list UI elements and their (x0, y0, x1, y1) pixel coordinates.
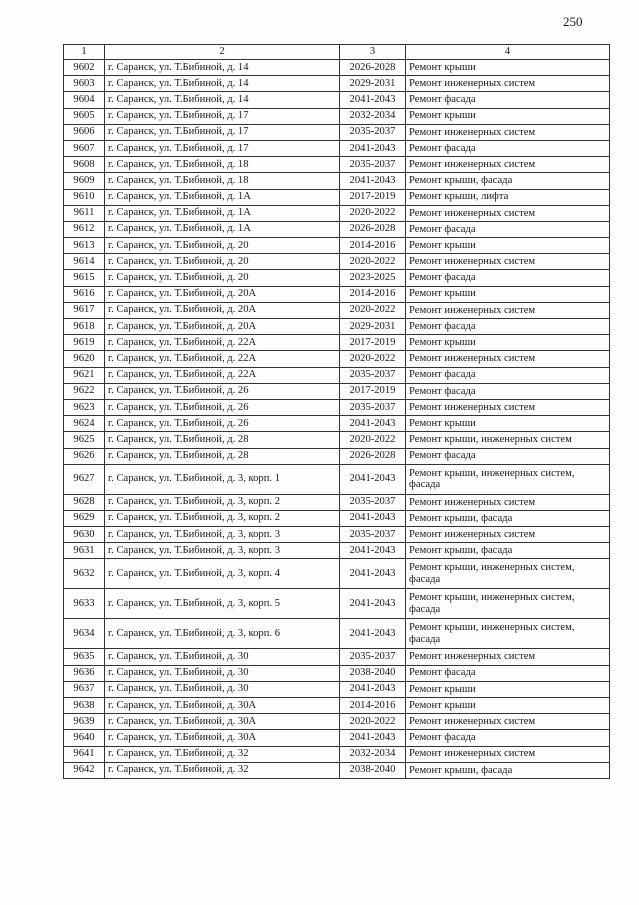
cell-address: г. Саранск, ул. Т.Бибиной, д. 30 (105, 665, 340, 681)
cell-period: 2026-2028 (340, 448, 406, 464)
cell-work: Ремонт инженерных систем (406, 746, 610, 762)
table-row (64, 762, 610, 778)
cell-address: г. Саранск, ул. Т.Бибиной, д. 30А (105, 730, 340, 746)
cell-period: 2041-2043 (340, 589, 406, 619)
cell-number: 9618 (64, 319, 105, 335)
cell-address: г. Саранск, ул. Т.Бибиной, д. 22А (105, 351, 340, 367)
cell-period: 2035-2037 (340, 494, 406, 510)
table-row (64, 681, 610, 697)
cell-address: г. Саранск, ул. Т.Бибиной, д. 18 (105, 173, 340, 189)
table-row (64, 559, 610, 589)
cell-work: Ремонт инженерных систем (406, 254, 610, 270)
cell-period: 2017-2019 (340, 189, 406, 205)
cell-period: 2026-2028 (340, 221, 406, 237)
cell-work: Ремонт инженерных систем (406, 649, 610, 665)
cell-work: Ремонт инженерных систем (406, 527, 610, 543)
cell-number: 9619 (64, 335, 105, 351)
cell-period: 2041-2043 (340, 559, 406, 589)
table-row (64, 335, 610, 351)
cell-work: Ремонт инженерных систем (406, 714, 610, 730)
cell-number: 9640 (64, 730, 105, 746)
cell-address: г. Саранск, ул. Т.Бибиной, д. 3, корп. 3 (105, 527, 340, 543)
cell-number: 9624 (64, 416, 105, 432)
cell-period: 2020-2022 (340, 205, 406, 221)
cell-address: г. Саранск, ул. Т.Бибиной, д. 1А (105, 189, 340, 205)
cell-address: г. Саранск, ул. Т.Бибиной, д. 3, корп. 2 (105, 494, 340, 510)
cell-number: 9607 (64, 140, 105, 156)
cell-address: г. Саранск, ул. Т.Бибиной, д. 20А (105, 286, 340, 302)
cell-work: Ремонт крыши, лифта (406, 189, 610, 205)
cell-number: 9641 (64, 746, 105, 762)
cell-period: 2017-2019 (340, 383, 406, 399)
cell-number: 9615 (64, 270, 105, 286)
cell-period: 2032-2034 (340, 108, 406, 124)
table-row (64, 124, 610, 140)
cell-period: 2029-2031 (340, 76, 406, 92)
cell-number: 9621 (64, 367, 105, 383)
cell-work: Ремонт крыши, инженерных систем, фасада (406, 589, 610, 619)
cell-address: г. Саранск, ул. Т.Бибиной, д. 30А (105, 698, 340, 714)
cell-period: 2035-2037 (340, 367, 406, 383)
cell-work: Ремонт крыши, инженерных систем, фасада (406, 619, 610, 649)
header-col-2: 2 (105, 45, 340, 60)
cell-work: Ремонт инженерных систем (406, 351, 610, 367)
cell-work: Ремонт крыши, фасада (406, 543, 610, 559)
cell-work: Ремонт крыши (406, 238, 610, 254)
table-row (64, 140, 610, 156)
cell-address: г. Саранск, ул. Т.Бибиной, д. 3, корп. 4 (105, 559, 340, 589)
cell-number: 9635 (64, 649, 105, 665)
cell-work: Ремонт крыши (406, 60, 610, 76)
table-row (64, 464, 610, 494)
cell-address: г. Саранск, ул. Т.Бибиной, д. 17 (105, 140, 340, 156)
cell-period: 2041-2043 (340, 619, 406, 649)
cell-number: 9633 (64, 589, 105, 619)
repair-schedule-table (63, 44, 610, 779)
page-number: 250 (563, 14, 583, 29)
cell-work: Ремонт фасада (406, 140, 610, 156)
cell-period: 2017-2019 (340, 335, 406, 351)
cell-number: 9622 (64, 383, 105, 399)
table-row (64, 589, 610, 619)
cell-period: 2041-2043 (340, 510, 406, 526)
cell-work: Ремонт крыши (406, 286, 610, 302)
cell-period: 2014-2016 (340, 698, 406, 714)
cell-number: 9602 (64, 60, 105, 76)
cell-period: 2035-2037 (340, 124, 406, 140)
cell-work: Ремонт инженерных систем (406, 494, 610, 510)
cell-period: 2041-2043 (340, 140, 406, 156)
cell-address: г. Саранск, ул. Т.Бибиной, д. 22А (105, 367, 340, 383)
cell-address: г. Саранск, ул. Т.Бибиной, д. 20 (105, 254, 340, 270)
table-row (64, 254, 610, 270)
cell-work: Ремонт крыши, инженерных систем (406, 432, 610, 448)
cell-period: 2041-2043 (340, 464, 406, 494)
cell-work: Ремонт фасада (406, 367, 610, 383)
table-row (64, 302, 610, 318)
cell-work: Ремонт крыши, инженерных систем, фасада (406, 559, 610, 589)
cell-address: г. Саранск, ул. Т.Бибиной, д. 18 (105, 157, 340, 173)
table-row (64, 286, 610, 302)
table-row (64, 510, 610, 526)
table-row (64, 238, 610, 254)
cell-work: Ремонт инженерных систем (406, 302, 610, 318)
cell-address: г. Саранск, ул. Т.Бибиной, д. 17 (105, 108, 340, 124)
cell-address: г. Саранск, ул. Т.Бибиной, д. 30 (105, 649, 340, 665)
cell-address: г. Саранск, ул. Т.Бибиной, д. 28 (105, 432, 340, 448)
cell-work: Ремонт крыши, фасада (406, 762, 610, 778)
cell-number: 9605 (64, 108, 105, 124)
table-row (64, 698, 610, 714)
table-row (64, 270, 610, 286)
table-row (64, 399, 610, 415)
cell-address: г. Саранск, ул. Т.Бибиной, д. 1А (105, 205, 340, 221)
table-row (64, 205, 610, 221)
cell-period: 2014-2016 (340, 238, 406, 254)
cell-number: 9610 (64, 189, 105, 205)
cell-number: 9603 (64, 76, 105, 92)
table-row (64, 416, 610, 432)
table-row (64, 319, 610, 335)
cell-number: 9617 (64, 302, 105, 318)
table-row (64, 60, 610, 76)
cell-work: Ремонт фасада (406, 665, 610, 681)
cell-period: 2038-2040 (340, 665, 406, 681)
cell-number: 9609 (64, 173, 105, 189)
cell-period: 2020-2022 (340, 254, 406, 270)
cell-address: г. Саранск, ул. Т.Бибиной, д. 1А (105, 221, 340, 237)
cell-address: г. Саранск, ул. Т.Бибиной, д. 30 (105, 681, 340, 697)
cell-address: г. Саранск, ул. Т.Бибиной, д. 32 (105, 762, 340, 778)
cell-number: 9637 (64, 681, 105, 697)
table-row (64, 665, 610, 681)
cell-number: 9606 (64, 124, 105, 140)
cell-number: 9611 (64, 205, 105, 221)
cell-number: 9629 (64, 510, 105, 526)
cell-work: Ремонт фасада (406, 92, 610, 108)
cell-number: 9627 (64, 464, 105, 494)
header-col-1: 1 (64, 45, 105, 60)
cell-period: 2041-2043 (340, 416, 406, 432)
cell-period: 2041-2043 (340, 173, 406, 189)
cell-period: 2041-2043 (340, 730, 406, 746)
table-row (64, 714, 610, 730)
cell-work: Ремонт крыши (406, 335, 610, 351)
cell-number: 9614 (64, 254, 105, 270)
cell-address: г. Саранск, ул. Т.Бибиной, д. 14 (105, 92, 340, 108)
cell-number: 9616 (64, 286, 105, 302)
table-row (64, 189, 610, 205)
cell-period: 2041-2043 (340, 92, 406, 108)
table-row (64, 173, 610, 189)
cell-period: 2041-2043 (340, 681, 406, 697)
cell-period: 2020-2022 (340, 714, 406, 730)
table-row (64, 221, 610, 237)
cell-period: 2020-2022 (340, 432, 406, 448)
cell-address: г. Саранск, ул. Т.Бибиной, д. 20 (105, 238, 340, 254)
cell-number: 9604 (64, 92, 105, 108)
header-col-3: 3 (340, 45, 406, 60)
cell-number: 9625 (64, 432, 105, 448)
cell-address: г. Саранск, ул. Т.Бибиной, д. 17 (105, 124, 340, 140)
cell-work: Ремонт фасада (406, 221, 610, 237)
table-row (64, 383, 610, 399)
table-row (64, 108, 610, 124)
cell-work: Ремонт фасада (406, 319, 610, 335)
cell-number: 9608 (64, 157, 105, 173)
cell-work: Ремонт инженерных систем (406, 76, 610, 92)
table-row (64, 157, 610, 173)
cell-address: г. Саранск, ул. Т.Бибиной, д. 26 (105, 383, 340, 399)
cell-period: 2035-2037 (340, 649, 406, 665)
cell-number: 9632 (64, 559, 105, 589)
cell-address: г. Саранск, ул. Т.Бибиной, д. 26 (105, 399, 340, 415)
cell-address: г. Саранск, ул. Т.Бибиной, д. 14 (105, 60, 340, 76)
cell-work: Ремонт крыши (406, 108, 610, 124)
cell-work: Ремонт фасада (406, 448, 610, 464)
cell-address: г. Саранск, ул. Т.Бибиной, д. 22А (105, 335, 340, 351)
table-body (64, 60, 610, 779)
table-row (64, 494, 610, 510)
cell-address: г. Саранск, ул. Т.Бибиной, д. 20 (105, 270, 340, 286)
cell-work: Ремонт крыши, инженерных систем, фасада (406, 464, 610, 494)
cell-period: 2038-2040 (340, 762, 406, 778)
cell-work: Ремонт инженерных систем (406, 205, 610, 221)
table-row (64, 76, 610, 92)
table-row (64, 351, 610, 367)
cell-number: 9628 (64, 494, 105, 510)
cell-work: Ремонт фасада (406, 730, 610, 746)
cell-address: г. Саранск, ул. Т.Бибиной, д. 3, корп. 3 (105, 543, 340, 559)
cell-number: 9623 (64, 399, 105, 415)
cell-number: 9613 (64, 238, 105, 254)
cell-number: 9639 (64, 714, 105, 730)
cell-work: Ремонт инженерных систем (406, 157, 610, 173)
cell-number: 9636 (64, 665, 105, 681)
cell-address: г. Саранск, ул. Т.Бибиной, д. 3, корп. 1 (105, 464, 340, 494)
table-row (64, 448, 610, 464)
cell-address: г. Саранск, ул. Т.Бибиной, д. 20А (105, 302, 340, 318)
cell-period: 2014-2016 (340, 286, 406, 302)
cell-work: Ремонт крыши, фасада (406, 510, 610, 526)
table-row (64, 619, 610, 649)
cell-work: Ремонт крыши (406, 681, 610, 697)
cell-address: г. Саранск, ул. Т.Бибиной, д. 26 (105, 416, 340, 432)
cell-address: г. Саранск, ул. Т.Бибиной, д. 3, корп. 5 (105, 589, 340, 619)
cell-number: 9638 (64, 698, 105, 714)
cell-period: 2026-2028 (340, 60, 406, 76)
header-row (64, 45, 610, 60)
table-row (64, 730, 610, 746)
table-row (64, 367, 610, 383)
table-row (64, 746, 610, 762)
cell-number: 9634 (64, 619, 105, 649)
table-row (64, 543, 610, 559)
cell-address: г. Саранск, ул. Т.Бибиной, д. 3, корп. 2 (105, 510, 340, 526)
cell-work: Ремонт крыши (406, 698, 610, 714)
cell-period: 2020-2022 (340, 302, 406, 318)
cell-period: 2032-2034 (340, 746, 406, 762)
cell-work: Ремонт инженерных систем (406, 399, 610, 415)
cell-period: 2029-2031 (340, 319, 406, 335)
cell-number: 9630 (64, 527, 105, 543)
cell-work: Ремонт инженерных систем (406, 124, 610, 140)
cell-address: г. Саранск, ул. Т.Бибиной, д. 20А (105, 319, 340, 335)
cell-number: 9631 (64, 543, 105, 559)
table-row (64, 649, 610, 665)
cell-work: Ремонт крыши (406, 416, 610, 432)
cell-period: 2035-2037 (340, 527, 406, 543)
cell-period: 2035-2037 (340, 399, 406, 415)
table-row (64, 527, 610, 543)
cell-number: 9612 (64, 221, 105, 237)
cell-address: г. Саранск, ул. Т.Бибиной, д. 32 (105, 746, 340, 762)
table-row (64, 432, 610, 448)
cell-period: 2020-2022 (340, 351, 406, 367)
cell-address: г. Саранск, ул. Т.Бибиной, д. 3, корп. 6 (105, 619, 340, 649)
cell-address: г. Саранск, ул. Т.Бибиной, д. 30А (105, 714, 340, 730)
cell-number: 9620 (64, 351, 105, 367)
header-col-4: 4 (406, 45, 610, 60)
cell-number: 9626 (64, 448, 105, 464)
cell-number: 9642 (64, 762, 105, 778)
cell-address: г. Саранск, ул. Т.Бибиной, д. 28 (105, 448, 340, 464)
table-row (64, 92, 610, 108)
cell-period: 2035-2037 (340, 157, 406, 173)
cell-address: г. Саранск, ул. Т.Бибиной, д. 14 (105, 76, 340, 92)
cell-period: 2023-2025 (340, 270, 406, 286)
cell-work: Ремонт фасада (406, 383, 610, 399)
cell-work: Ремонт фасада (406, 270, 610, 286)
cell-work: Ремонт крыши, фасада (406, 173, 610, 189)
cell-period: 2041-2043 (340, 543, 406, 559)
